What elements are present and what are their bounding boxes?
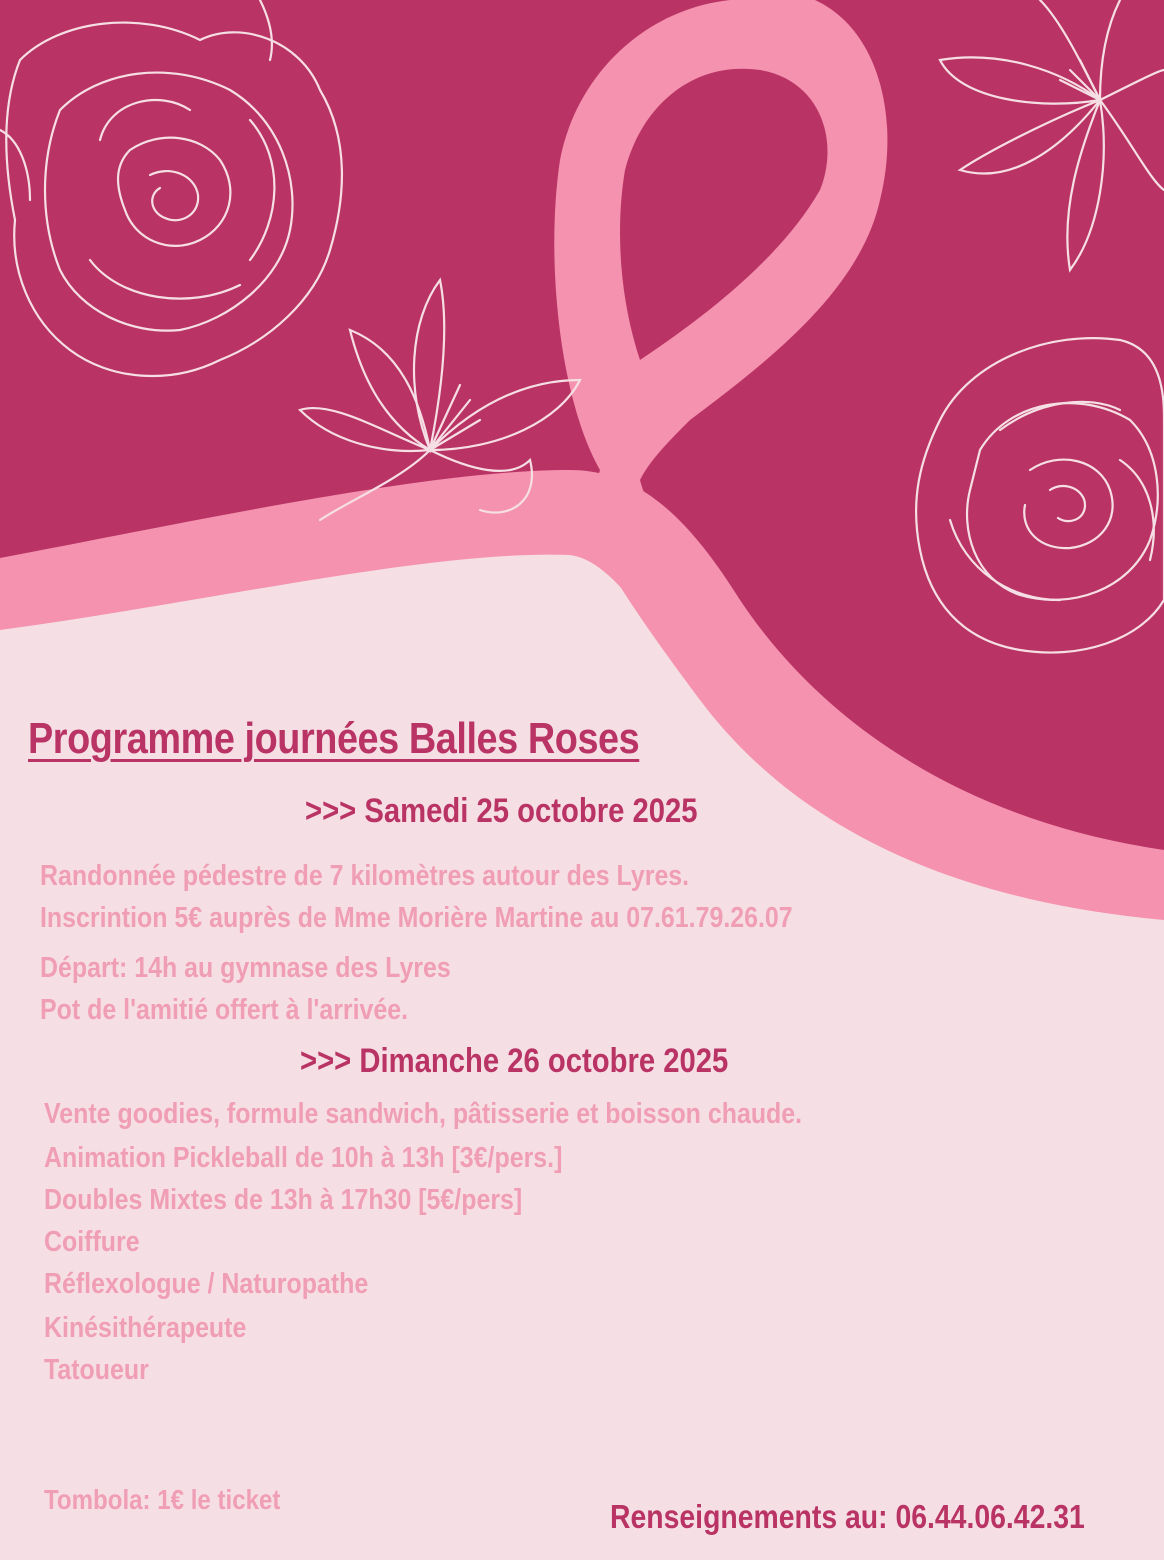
sunday-line: Kinésithérapeute	[44, 1312, 247, 1344]
page-title: Programme journées Balles Roses	[28, 714, 640, 763]
sunday-line: Doubles Mixtes de 13h à 17h30 [5€/pers]	[44, 1184, 523, 1216]
saturday-line: Randonnée pédestre de 7 kilomètres autour des Lyres.	[40, 860, 690, 892]
saturday-heading: >>> Samedi 25 octobre 2025	[305, 792, 698, 830]
sunday-line: Réflexologue / Naturopathe	[44, 1268, 369, 1300]
sunday-line: Coiffure	[44, 1226, 140, 1258]
sunday-heading: >>> Dimanche 26 octobre 2025	[300, 1042, 729, 1080]
saturday-line: Pot de l'amitié offert à l'arrivée.	[40, 994, 409, 1026]
sunday-line: Tatoueur	[44, 1354, 149, 1386]
saturday-line: Départ: 14h au gymnase des Lyres	[40, 952, 451, 984]
sunday-line: Animation Pickleball de 10h à 13h [3€/pers.]	[44, 1142, 563, 1174]
tombola-text: Tombola: 1€ le ticket	[44, 1484, 281, 1515]
saturday-line: Inscrintion 5€ auprès de Mme Morière Martine au 07.61.79.26.07	[40, 902, 793, 934]
sunday-line: Vente goodies, formule sandwich, pâtisserie et boisson chaude.	[44, 1098, 803, 1130]
contact-info: Renseignements au: 06.44.06.42.31	[610, 1498, 1085, 1535]
